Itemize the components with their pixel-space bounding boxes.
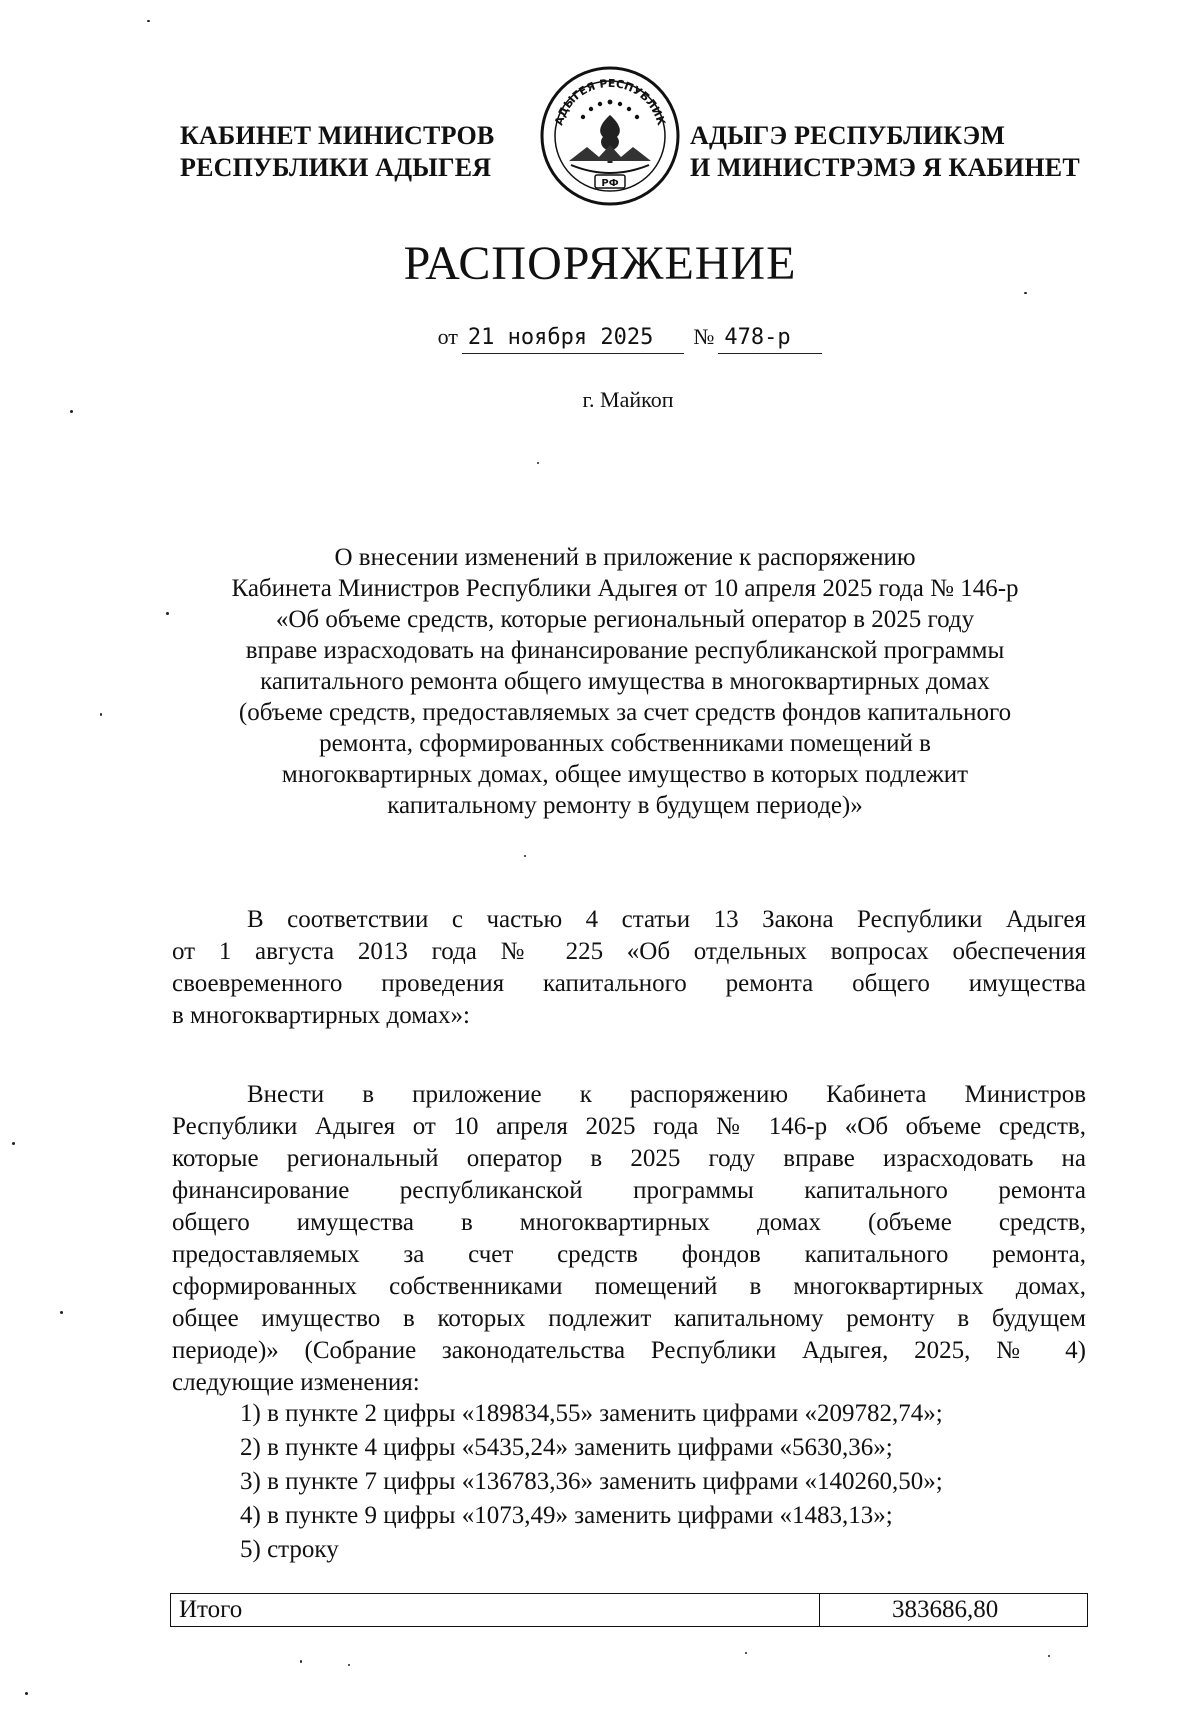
preamble-line: в многоквартирных домах»: xyxy=(172,1002,470,1029)
header-left xyxy=(180,120,520,184)
date-field: 21 ноября 2025 xyxy=(462,323,684,354)
scan-speck xyxy=(1048,1655,1050,1657)
order-line: которые региональный оператор в 2025 году вправе израсходовать на xyxy=(172,1145,1086,1172)
scan-speck xyxy=(100,713,102,716)
order-line: следующие изменения: xyxy=(172,1369,420,1396)
order-line: периоде)» (Собрание законодательства Республики Адыгея, 2025, № 4) xyxy=(172,1337,1086,1364)
subject-line: вправе израсходовать на финансирование республиканской программы xyxy=(245,637,1005,664)
total-value-cell: 383686,80 xyxy=(892,1596,999,1623)
scan-speck xyxy=(25,1692,28,1695)
order-line: сформированных собственниками помещений в многоквартирных домах, xyxy=(172,1273,1086,1300)
scan-speck xyxy=(60,1311,63,1314)
header-right-line: И МИНИСТРЭМЭ Я КАБИНЕТ xyxy=(690,153,1080,182)
preamble-line: своевременного проведения капитального ремонта общего имущества xyxy=(172,970,1086,997)
scan-speck xyxy=(166,612,169,615)
order-line: финансирование республиканской программы капитального ремонта xyxy=(172,1177,1086,1204)
emblem-ring-text: АДЫГЕЯ РЕСПУБЛИК xyxy=(552,76,668,127)
scan-speck xyxy=(537,462,539,464)
preamble-line: В соответствии с частью 4 статьи 13 Закона Республики Адыгея xyxy=(247,906,1086,933)
date-prefix: от xyxy=(437,324,458,349)
date-number-line xyxy=(0,322,1200,354)
scan-speck xyxy=(12,1142,15,1145)
subject-line: (объеме средств, предоставляемых за счет средств фондов капитального xyxy=(238,699,1012,726)
emblem-bottom-text: РФ xyxy=(601,178,619,189)
subject-line: «Об объеме средств, которые региональный оператор в 2025 году xyxy=(275,606,975,633)
number-field: 478-р xyxy=(718,323,822,354)
number-prefix: № xyxy=(693,324,715,349)
header-left-line: РЕСПУБЛИКИ АДЫГЕЯ xyxy=(180,153,492,182)
subject-line: О внесении изменений в приложение к распоряжению xyxy=(334,544,916,571)
change-item: 4) в пункте 9 цифры «1073,49» заменить цифрами «1483,13»; xyxy=(240,1502,893,1529)
scan-speck xyxy=(745,1652,747,1654)
city-label: г. Майкоп xyxy=(582,387,674,412)
scan-speck xyxy=(300,1660,302,1663)
order-line: Республики Адыгея от 10 апреля 2025 года № 146-р «Об объеме средств, xyxy=(172,1113,1086,1140)
change-item: 1) в пункте 2 цифры «189834,55» заменить цифрами «209782,74»; xyxy=(240,1400,943,1427)
document-type-title: РАСПОРЯЖЕНИЕ xyxy=(403,237,797,290)
subject-heading xyxy=(170,542,1080,821)
preamble-line: от 1 августа 2013 года № 225 «Об отдельных вопросах обеспечения xyxy=(172,938,1086,965)
subject-line: ремонта, сформированных собственниками помещений в xyxy=(319,730,931,757)
subject-line: капитального ремонта общего имущества в многоквартирных домах xyxy=(260,668,990,695)
scan-speck xyxy=(524,855,526,857)
change-item: 2) в пункте 4 цифры «5435,24» заменить цифрами «5630,36»; xyxy=(240,1434,893,1461)
scan-speck xyxy=(147,20,150,22)
change-item: 5) строку xyxy=(240,1536,339,1563)
changes-list xyxy=(240,1397,1100,1567)
total-label-cell: Итого xyxy=(171,1594,820,1626)
change-item: 3) в пункте 7 цифры «136783,36» заменить цифрами «140260,50»; xyxy=(240,1468,943,1495)
order-line: Внести в приложение к распоряжению Кабинета Министров xyxy=(247,1081,1086,1108)
header-left-line: КАБИНЕТ МИНИСТРОВ xyxy=(180,121,495,150)
order-line: общего имущества в многоквартирных домах (объеме средств, xyxy=(172,1209,1086,1236)
header-right-line: АДЫГЭ РЕСПУБЛИКЭМ xyxy=(690,121,1006,150)
total-table-row xyxy=(170,1593,1088,1627)
order-line: предоставляемых за счет средств фондов капитального ремонта, xyxy=(172,1241,1086,1268)
subject-line: многоквартирных домах, общее имущество в которых подлежит xyxy=(281,761,969,788)
header-right xyxy=(690,120,1110,184)
scan-speck xyxy=(348,1664,350,1666)
scan-speck xyxy=(1024,292,1027,294)
coat-of-arms-icon xyxy=(539,65,681,207)
order-line: общее имущество в которых подлежит капитальному ремонту в будущем xyxy=(172,1305,1086,1332)
preamble-paragraph xyxy=(172,904,1086,1032)
subject-line: Кабинета Министров Республики Адыгея от 10 апреля 2025 года № 146-р xyxy=(231,575,1019,602)
order-paragraph xyxy=(172,1079,1086,1399)
scan-speck xyxy=(70,410,73,413)
subject-line: капитальному ремонту в будущем периоде)» xyxy=(387,792,863,819)
